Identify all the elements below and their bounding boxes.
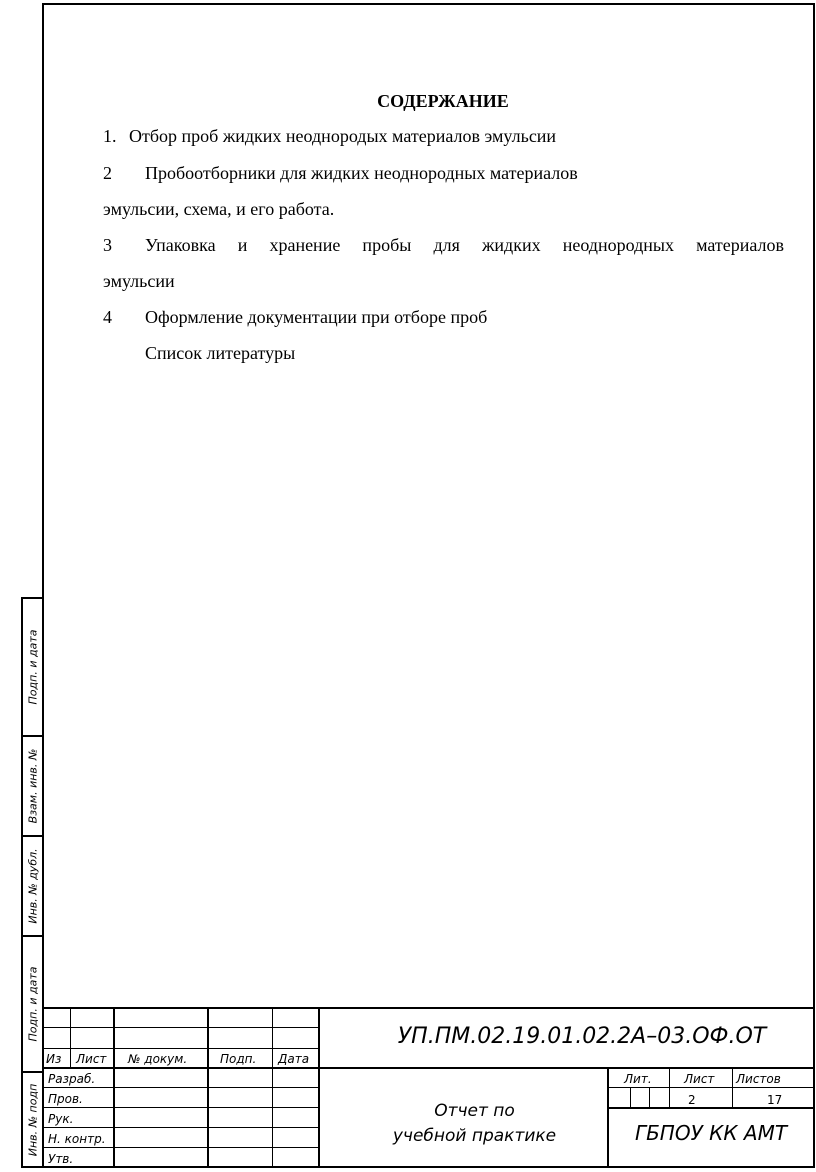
header-signature: Подп. xyxy=(220,1052,257,1066)
toc-item-text: Отбор проб жидких неоднородых материалов эмульсии xyxy=(129,126,557,146)
toc-item-number: 3 xyxy=(103,235,112,255)
side-label: Инв. № подп xyxy=(26,1083,39,1156)
toc-item-text: Упаковка и хранение пробы для жидких неоднородных материалов xyxy=(145,235,784,255)
title-block xyxy=(42,1007,815,1168)
side-cell-inv-dubl xyxy=(21,835,42,937)
toc-item-text: Список литературы xyxy=(145,343,296,363)
side-cell-podp-data xyxy=(21,597,42,737)
side-label: Инв. № дубл. xyxy=(26,848,39,924)
side-cell-inv-podl xyxy=(21,1071,42,1168)
side-cell-vzam-inv xyxy=(21,735,42,837)
document-title-line-1: Отчет по xyxy=(434,1101,515,1121)
document-title xyxy=(342,1099,607,1149)
role-approved: Утв. xyxy=(48,1152,74,1166)
toc-item-number: 1. xyxy=(103,126,117,146)
role-checker: Пров. xyxy=(48,1092,83,1106)
toc-item-continuation: эмульсии xyxy=(103,271,175,291)
toc-item xyxy=(103,341,784,365)
sheet-number: 2 xyxy=(688,1093,696,1107)
toc-item-number: 2 xyxy=(103,163,112,183)
toc-item-text: Пробоотборники для жидких неоднородных материалов xyxy=(145,163,578,183)
header-doc-number: № докум. xyxy=(128,1052,188,1066)
header-iz: Из xyxy=(46,1052,62,1066)
toc-title: СОДЕРЖАНИЕ xyxy=(377,91,509,111)
toc-item xyxy=(103,305,784,329)
document-code: УП.ПМ.02.19.01.02.2А–03.ОФ.ОТ xyxy=(397,1024,767,1049)
lit-label: Лит. xyxy=(624,1072,652,1086)
toc-item-number: 4 xyxy=(103,307,112,327)
toc-item xyxy=(103,161,784,185)
side-label: Подп. и дата xyxy=(26,629,39,705)
side-label: Подп. и дата xyxy=(26,966,39,1042)
side-label: Взам. инв. № xyxy=(26,748,39,824)
role-norm-control: Н. контр. xyxy=(48,1132,106,1146)
role-supervisor: Рук. xyxy=(48,1112,74,1126)
side-cell-podp-data-2 xyxy=(21,935,42,1073)
toc-item-continuation: эмульсии, схема, и его работа. xyxy=(103,199,335,219)
sheets-label: Листов xyxy=(736,1072,781,1086)
header-date: Дата xyxy=(278,1052,310,1066)
sheets-count: 17 xyxy=(767,1093,783,1107)
document-title-line-2: учебной практике xyxy=(392,1126,557,1146)
header-list: Лист xyxy=(76,1052,107,1066)
role-developer: Разраб. xyxy=(48,1072,96,1086)
toc-item-text: Оформление документации при отборе проб xyxy=(145,307,488,327)
toc-item xyxy=(103,124,784,148)
toc-item xyxy=(103,233,784,257)
organization-name: ГБПОУ КК АМТ xyxy=(634,1121,788,1145)
sheet-label: Лист xyxy=(684,1072,715,1086)
